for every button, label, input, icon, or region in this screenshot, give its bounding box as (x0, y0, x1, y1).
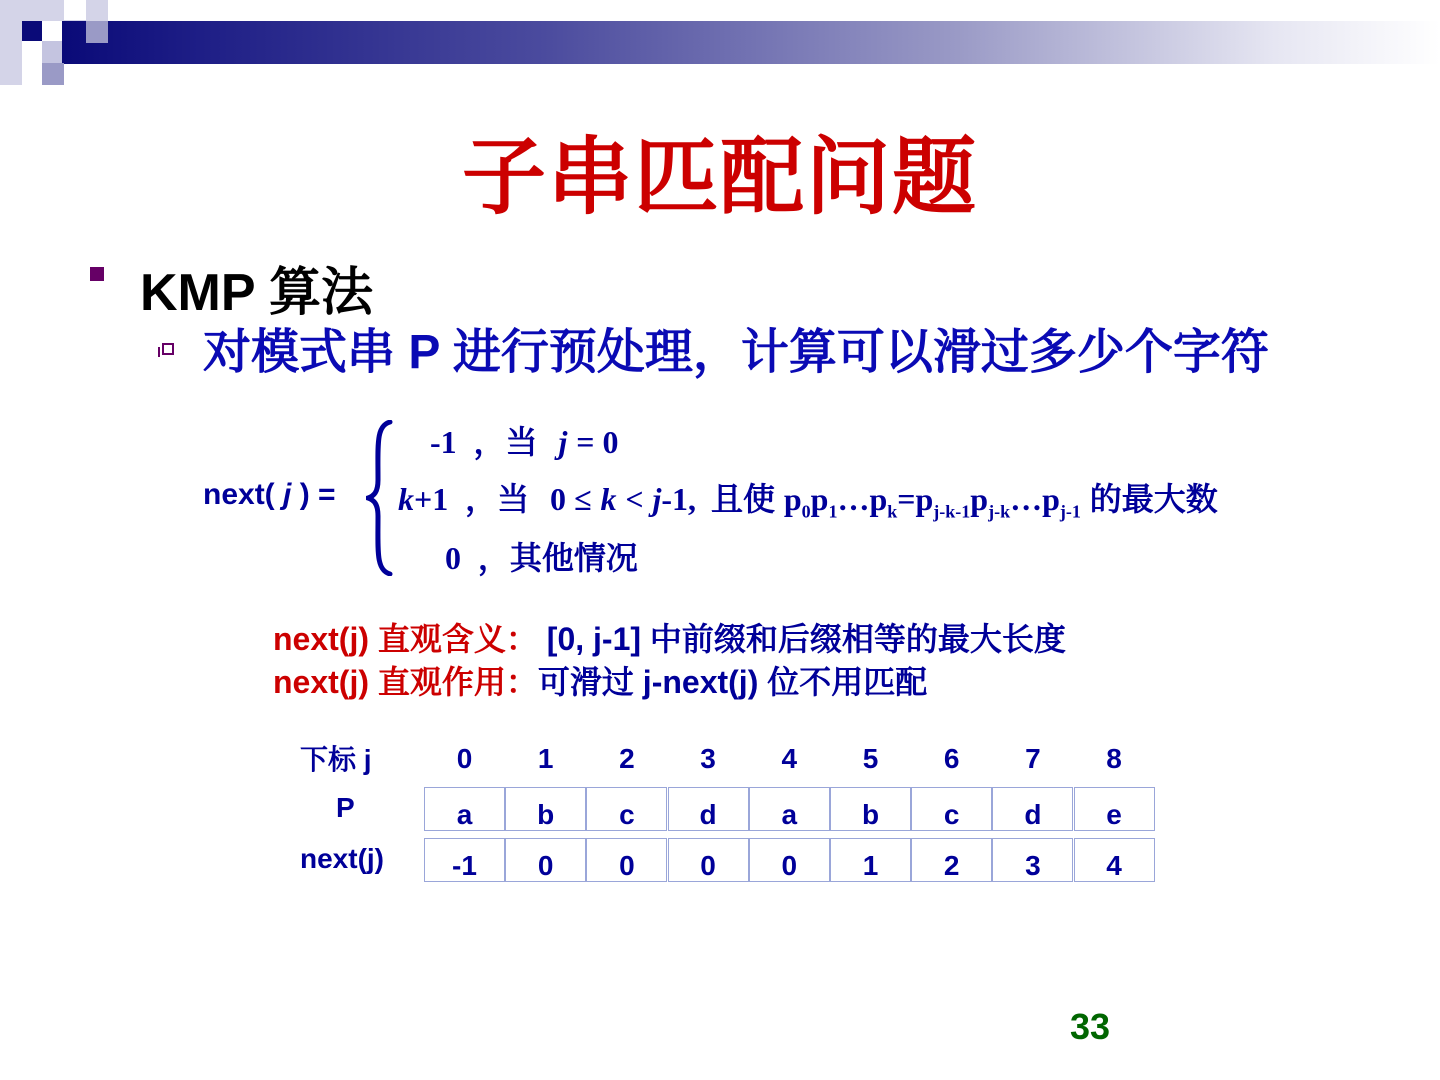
p-cell: c (911, 787, 992, 831)
index-cell: 7 (1025, 743, 1041, 774)
index-cell: 4 (781, 743, 798, 774)
case1-value: -1 (430, 424, 457, 460)
row-label-index: 下标 j (300, 744, 372, 775)
next-cell: 0 (668, 838, 749, 882)
case2-cond-lt: < (625, 481, 644, 517)
case2-cond-rest: -1, (661, 481, 697, 517)
next-cell: -1 (424, 838, 505, 882)
meaning-text-2: 可滑过 j-next(j) 位不用匹配 (537, 664, 928, 700)
case2-seq: $p_0p_1\dots p_k=p_{j-k-1}p_{j-k}\dots p_{j-1}$ (783, 481, 1081, 522)
page-title: 子串匹配问题 (461, 128, 978, 226)
formula-case-2 (398, 474, 1218, 522)
row-label-p: P (336, 792, 355, 823)
header-square (0, 21, 22, 85)
p-cell: e (1074, 787, 1155, 831)
case2-cond-k: k (600, 481, 617, 517)
row-label-next: next(j) (300, 843, 384, 874)
next-cell: 0 (505, 838, 586, 882)
index-cell: 6 (943, 743, 960, 774)
header-square (42, 21, 62, 41)
next-cell: 0 (586, 838, 667, 882)
index-cell: 8 (1106, 743, 1122, 774)
next-cell: 2 (911, 838, 992, 882)
header-square (64, 0, 86, 20)
meaning-line-2 (273, 657, 927, 703)
case1-cond: = 0 (576, 424, 619, 460)
next-cell: 1 (830, 838, 911, 882)
formula-lhs-prefix: next( (203, 478, 275, 511)
p-cell: a (749, 787, 830, 831)
meaning-label-2: next(j) 直观作用： (273, 664, 538, 700)
case2-when: ，当 (465, 481, 530, 517)
case2-k: k (398, 481, 414, 517)
p-cell: b (830, 787, 911, 831)
next-cell: 0 (749, 838, 830, 882)
meaning-text-1: [0, j-1] 中前缀和后缀相等的最大长度 (546, 621, 1066, 657)
case1-when: ，当 (473, 424, 538, 460)
header-square (0, 0, 108, 21)
header-square (42, 41, 62, 63)
p-cell: b (505, 787, 586, 831)
next-cell: 4 (1074, 838, 1155, 882)
case2-cond-a: 0 ≤ (550, 481, 592, 517)
case2-cn: 且使 (710, 481, 775, 517)
p-cell: d (668, 787, 749, 831)
formula-case-1 (430, 417, 618, 463)
case2-cond-j: j (652, 481, 662, 517)
formula-brace (366, 420, 396, 576)
index-cell: 3 (700, 743, 716, 774)
p-cell: a (424, 787, 505, 831)
case2-plus-one: +1 (414, 481, 449, 517)
bullet-square-icon (90, 267, 104, 281)
p-cell: d (992, 787, 1073, 831)
index-cell: 1 (537, 743, 554, 774)
bullet-kmp: KMP 算法 (140, 264, 374, 322)
formula-lhs-suffix: ) = (299, 478, 336, 511)
formula-lhs-var: j (283, 478, 292, 511)
bullet-box-icon (162, 343, 174, 355)
next-cell: 3 (992, 838, 1073, 882)
header-band (62, 21, 1440, 64)
case3-value: 0 (445, 540, 461, 576)
p-cell: c (586, 787, 667, 831)
header-square (42, 63, 64, 85)
case1-var: j (558, 424, 568, 460)
index-cell: 5 (862, 743, 879, 774)
bullet-preprocess: 对模式串 P 进行预处理，计算可以滑过多少个字符 (203, 326, 1269, 379)
header-square (22, 21, 42, 41)
index-cell: 0 (456, 743, 473, 774)
meaning-line-1 (273, 614, 1066, 660)
formula-lhs (203, 478, 336, 512)
case2-tail: 的最大数 (1089, 481, 1218, 517)
index-cell: 2 (619, 743, 635, 774)
meaning-label-1: next(j) 直观含义： (273, 621, 538, 657)
formula-case-3 (445, 533, 638, 579)
case3-when: ，其他情况 (477, 540, 638, 576)
page-number: 33 (1070, 1006, 1111, 1047)
header-square (86, 21, 108, 43)
